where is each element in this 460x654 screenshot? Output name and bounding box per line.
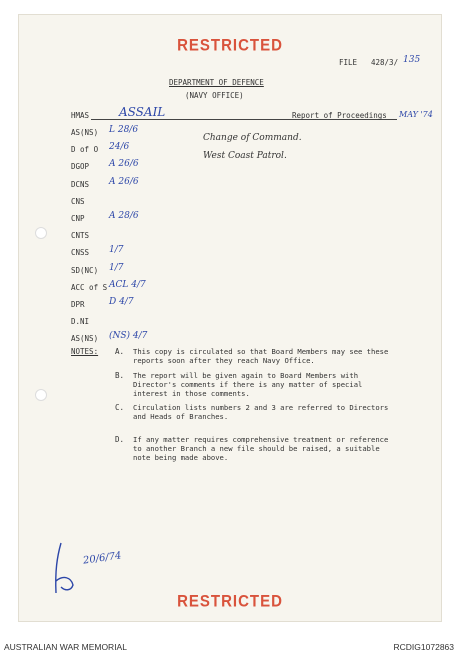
file-number: 428/3/ bbox=[371, 58, 399, 67]
file-number-handwritten: 135 bbox=[403, 55, 421, 65]
note-text: This copy is circulated so that Board Members may see these reports soon after they reach Navy Office. bbox=[133, 347, 389, 365]
footer-institution: AUSTRALIAN WAR MEMORIAL bbox=[4, 642, 127, 652]
remark-line: West Coast Patrol. bbox=[203, 151, 287, 161]
report-title: Report of Proceedings bbox=[292, 111, 387, 120]
remark-line: Change of Command. bbox=[203, 133, 302, 143]
circulation-initials: 1/7 bbox=[109, 245, 124, 256]
document-page bbox=[18, 14, 442, 622]
note-text: The report will be given again to Board Members with Director's comments if there is any matter of special interest in those comments. bbox=[133, 371, 363, 398]
restricted-stamp-bottom: RESTRICTED bbox=[177, 592, 283, 611]
circulation-code: CNP bbox=[71, 214, 85, 223]
note-letter: A. bbox=[115, 347, 125, 356]
punch-hole bbox=[35, 389, 47, 401]
notes-label: NOTES: bbox=[71, 347, 99, 356]
circulation-initials: D 4/7 bbox=[109, 297, 134, 307]
circulation-initials: ACL 4/7 bbox=[109, 279, 146, 290]
circulation-initials: 24/6 bbox=[109, 142, 130, 153]
hmas-prefix: HMAS bbox=[71, 111, 90, 120]
circulation-initials: (NS) 4/7 bbox=[109, 331, 148, 342]
footer-record-id: RCDIG1072863 bbox=[393, 642, 454, 652]
restricted-stamp-top: RESTRICTED bbox=[177, 36, 283, 55]
circulation-code: AS(NS) bbox=[71, 128, 99, 137]
circulation-code: DCNS bbox=[71, 179, 90, 189]
circulation-initials: A 26/6 bbox=[109, 159, 139, 170]
circulation-code: CNTS bbox=[71, 231, 90, 241]
note-letter: D. bbox=[115, 435, 125, 444]
punch-hole bbox=[35, 227, 47, 239]
signature-date: 20/6/74 bbox=[82, 550, 123, 567]
ship-name-handwritten: ASSAIL bbox=[119, 105, 166, 119]
circulation-code: D.NI bbox=[71, 317, 90, 327]
signature-scribble-icon bbox=[47, 541, 81, 597]
note-letter: B. bbox=[115, 371, 125, 380]
circulation-code: CNS bbox=[71, 196, 85, 206]
circulation-initials: L 28/6 bbox=[109, 125, 139, 135]
circulation-code: CNSS bbox=[71, 248, 90, 258]
circulation-code: D of O bbox=[71, 145, 99, 155]
circulation-code: ACC of S bbox=[71, 282, 108, 292]
circulation-initials: A 26/6 bbox=[109, 176, 139, 187]
circulation-code: SD(NC) bbox=[71, 265, 99, 275]
note-text: Circulation lists numbers 2 and 3 are referred to Directors and Heads of Branches. bbox=[133, 403, 389, 421]
circulation-code: DPR bbox=[71, 300, 85, 309]
circulation-code: DGOP bbox=[71, 162, 90, 172]
file-label: FILE bbox=[339, 58, 358, 67]
note-text: If any matter requires comprehensive treatment or reference to another Branch a new file should be raised, a suitable note being made above. bbox=[133, 435, 389, 462]
circulation-initials: 1/7 bbox=[109, 262, 124, 273]
circulation-code: AS(NS) bbox=[71, 334, 99, 344]
note-letter: C. bbox=[115, 403, 125, 412]
circulation-initials: A 28/6 bbox=[109, 211, 139, 221]
department-heading: DEPARTMENT OF DEFENCE bbox=[169, 78, 264, 87]
archive-footer bbox=[0, 640, 460, 654]
report-date-handwritten: MAY '74 bbox=[399, 110, 433, 119]
office-heading: (NAVY OFFICE) bbox=[185, 91, 244, 100]
